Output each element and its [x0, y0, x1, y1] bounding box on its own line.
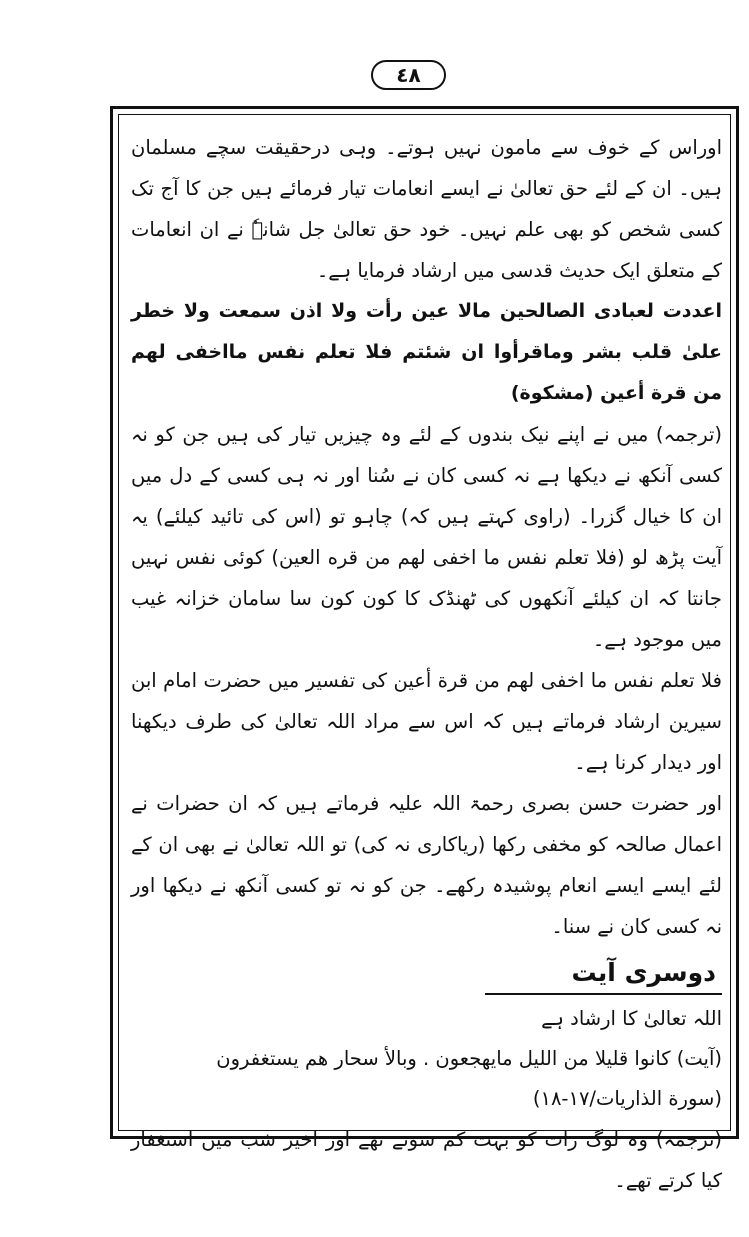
section-intro: اللہ تعالیٰ کا ارشاد ہے [541, 1007, 722, 1030]
paragraph-translation: (ترجمہ) میں نے اپنے نیک بندوں کے لئے وہ چیزیں تیار کی ہیں جن کو نہ کسی آنکھ نے دیکھا ہے نہ کسی کان نے سُنا اور نہ ہی کسی کے دل میں ان کا خیال گزرا۔ (راوی کہتے ہیں کہ) چاہو تو (اس کی تائید کیلئے) یہ آیت پڑھ لو (فلا تعلم نفس ما اخفى لهم من قره العين) کوئی نفس نہیں جانتا کہ ان کیلئے آنکھوں کی ٹھنڈک کا کون کون سا سامان خزانہ غیب میں موجود ہے۔ [131, 423, 722, 651]
paragraph-ibn-sirin: فلا تعلم نفس ما اخفى لهم من قرة أعين کی تفسیر میں حضرت امام ابن سیرین ارشاد فرماتے ہیں کہ اس سے مراد اللہ تعالیٰ کی طرف دیکھنا اور دیدار کرنا ہے۔ [131, 669, 722, 774]
paragraph-hasan-basri: اور حضرت حسن بصری رحمۃ اللہ علیہ فرماتے ہیں کہ ان حضرات نے اعمال صالحہ کو مخفی رکھا (ریاکاری نہ کی) تو اللہ تعالیٰ نے بھی ان کے لئے ایسے ایسے انعام پوشیدہ رکھے۔ جن کو نہ تو کسی آنکھ نے دیکھا اور نہ کسی کان نے سنا۔ [131, 792, 722, 938]
verse-reference: (سورة الذاريات/١٧-١٨) [532, 1087, 722, 1110]
verse-arabic: (آیت) كانوا قليلا من الليل مايهجعون . وبالأ سحار هم يستغفرون [216, 1047, 722, 1070]
section-heading: دوسری آیت [485, 953, 722, 995]
verse-translation: (ترجمہ) وہ لوگ رات کو بہت کم سوتے تھے اور اخیر شب میں استغفار کیا کرتے تھے۔ [131, 1128, 722, 1192]
hadith-qudsi-arabic: اعددت لعبادى الصالحين مالا عين رأت ولا اذن سمعت ولا خطر علىٰ قلب بشر وماقرأوا ان شئتم فلا تعلم نفس مااخفى لهم من قرة أعين (مشكوة) [131, 300, 722, 404]
paragraph-intro: اوراس کے خوف سے مامون نہیں ہوتے۔ وہی درحقیقت سچے مسلمان ہیں۔ ان کے لئے حق تعالیٰ نے ایسے انعامات تیار فرمائے ہیں جن کا آج تک کسی شخص کو بھی علم نہیں۔ خود حق تعالیٰ جل شانہٗ نے ان انعامات کے متعلق ایک حدیث قدسی میں ارشاد فرمایا ہے۔ [131, 136, 722, 282]
section-heading-wrap [131, 953, 722, 995]
page-content [131, 127, 722, 1192]
page-number-text: ٤٨ [396, 63, 421, 87]
page-frame [110, 106, 739, 1192]
page-number [371, 60, 446, 90]
